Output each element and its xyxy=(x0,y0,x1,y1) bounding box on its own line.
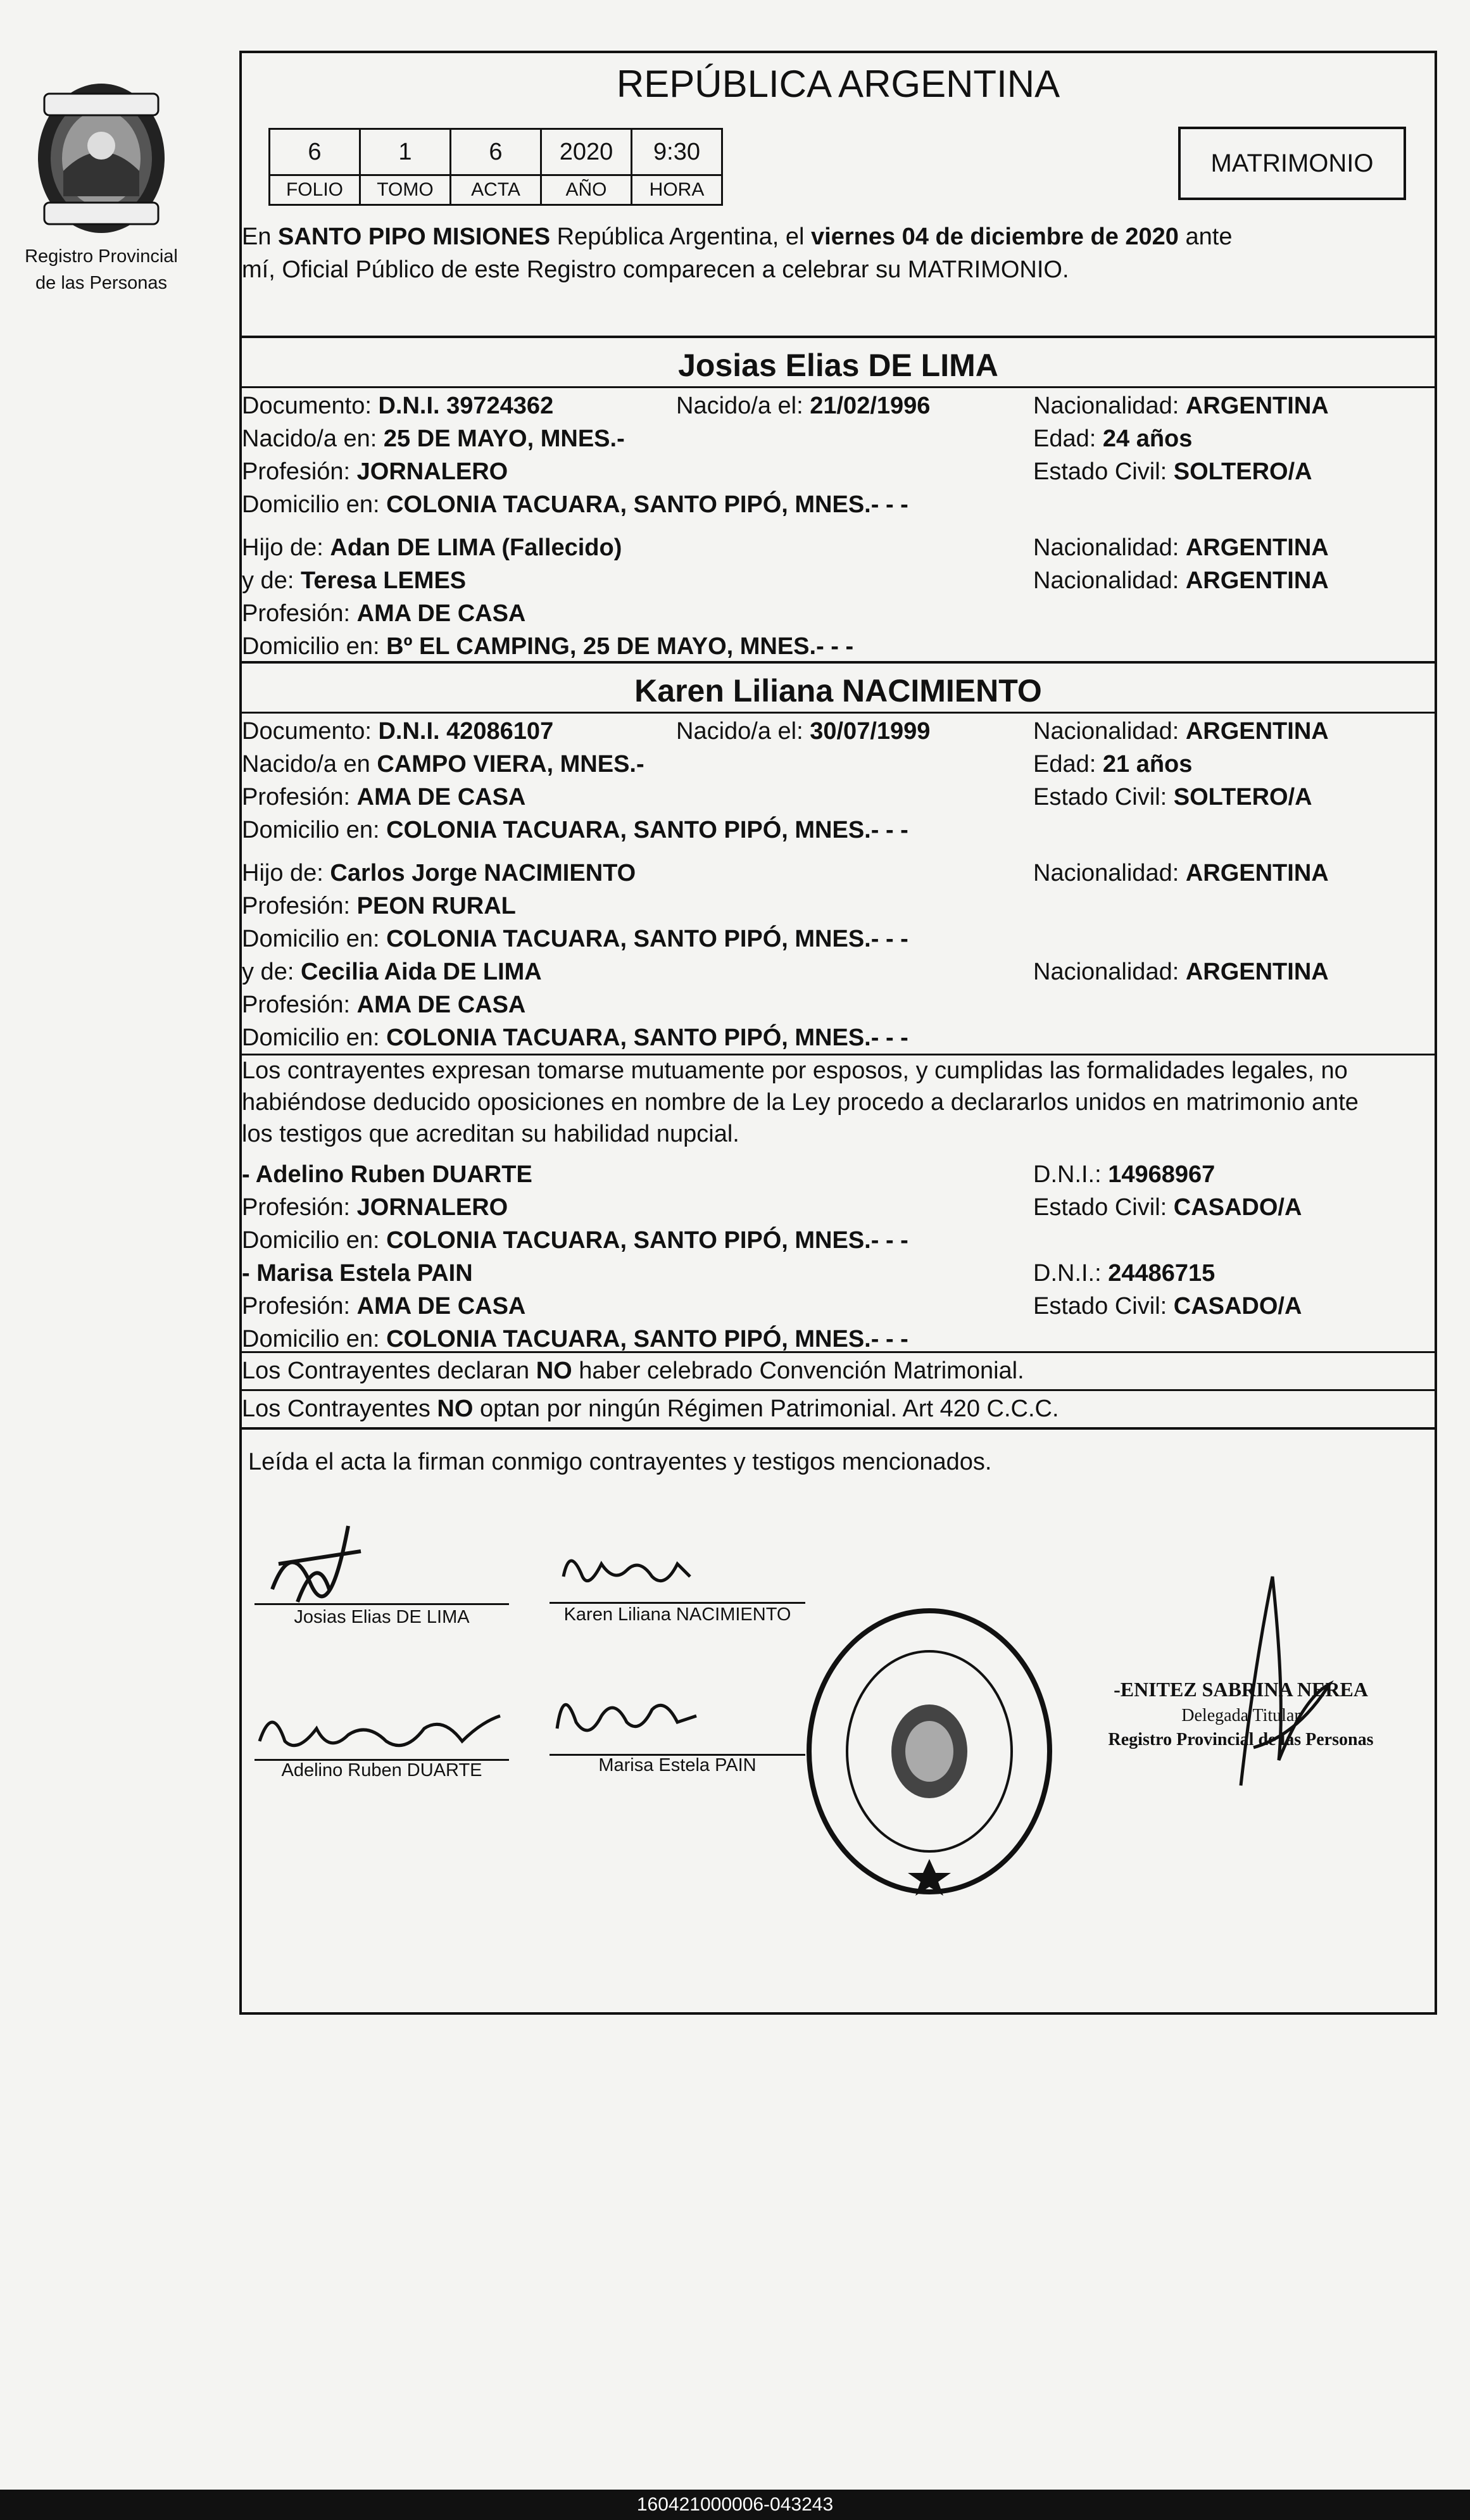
spouse1-father: Hijo de: Adan DE LIMA (Fallecido) xyxy=(242,534,622,561)
spouse2-father-nationality: Nacionalidad: ARGENTINA xyxy=(1033,860,1329,886)
witness1-name: - Adelino Ruben DUARTE xyxy=(242,1161,532,1188)
acta-value: 6 xyxy=(451,129,541,175)
spouse2-birthplace: Nacido/a en CAMPO VIERA, MNES.- xyxy=(242,751,644,778)
spouse1-parents-address: Domicilio en: Bº EL CAMPING, 25 DE MAYO, MNES.- - - xyxy=(242,633,854,660)
spouse2-birthdate: Nacido/a el: 30/07/1999 xyxy=(676,718,931,745)
witness2-address: Domicilio en: COLONIA TACUARA, SANTO PIPÓ, MNES.- - - xyxy=(242,1326,908,1352)
spouse2-age: Edad: 21 años xyxy=(1033,751,1193,778)
declaration-line: Los contrayentes expresan tomarse mutuamente por esposos, y cumplidas las formalidades legales, no xyxy=(242,1057,1348,1084)
spouse2-mother: y de: Cecilia Aida DE LIMA xyxy=(242,959,542,985)
spouse1-address: Domicilio en: COLONIA TACUARA, SANTO PIPÓ, MNES.- - - xyxy=(242,491,908,518)
spouse1-document: Documento: D.N.I. 39724362 xyxy=(242,393,554,419)
spouse1-nationality: Nacionalidad: ARGENTINA xyxy=(1033,393,1329,419)
act-type: MATRIMONIO xyxy=(1210,149,1374,177)
declaration-line: habiéndose deducido oposiciones en nombre de la Ley procedo a declararlos unidos en matrimonio ante xyxy=(242,1089,1359,1116)
spouse2-father: Hijo de: Carlos Jorge NACIMIENTO xyxy=(242,860,636,886)
spouse1-mother: y de: Teresa LEMES xyxy=(242,567,467,594)
convention-line-1: Los Contrayentes declaran NO haber celebrado Convención Matrimonial. xyxy=(242,1358,1024,1384)
signature-line xyxy=(550,1602,805,1604)
spouse2-address: Domicilio en: COLONIA TACUARA, SANTO PIPÓ, MNES.- - - xyxy=(242,817,908,843)
province-seal-icon xyxy=(32,76,171,241)
anio-label: AÑO xyxy=(541,175,632,205)
divider xyxy=(239,1389,1437,1391)
record-table xyxy=(268,128,723,206)
tomo-value: 1 xyxy=(360,129,451,175)
folio-label: FOLIO xyxy=(270,175,360,205)
signature-caption-marisa: Marisa Estela PAIN xyxy=(598,1755,757,1775)
intro-paragraph xyxy=(242,220,1432,286)
spouse2-name: Karen Liliana NACIMIENTO xyxy=(634,673,1042,709)
intro-text: mí, Oficial Público de este Registro comparecen a celebrar su MATRIMONIO. xyxy=(242,256,1069,283)
convention-line-2: Los Contrayentes NO optan por ningún Régimen Patrimonial. Art 420 C.C.C. xyxy=(242,1395,1059,1422)
intro-text: República Argentina, el xyxy=(550,224,812,250)
spouse1-name: Josias Elias DE LIMA xyxy=(678,348,998,383)
witness1-dni: D.N.I.: 14968967 xyxy=(1033,1161,1216,1188)
signature-josias-icon xyxy=(253,1513,380,1608)
official-organization: Registro Provincial de las Personas xyxy=(1108,1730,1374,1749)
spouse2-mother-nationality: Nacionalidad: ARGENTINA xyxy=(1033,959,1329,985)
spouse1-civil-status: Estado Civil: SOLTERO/A xyxy=(1033,458,1312,485)
spouse2-mother-profession: Profesión: AMA DE CASA xyxy=(242,992,526,1018)
intro-date: viernes 04 de diciembre de 2020 xyxy=(811,224,1179,250)
signature-karen-icon xyxy=(551,1539,715,1602)
spouse1-father-nationality: Nacionalidad: ARGENTINA xyxy=(1033,534,1329,561)
spouse1-birthdate: Nacido/a el: 21/02/1996 xyxy=(676,393,931,419)
spouse1-age: Edad: 24 años xyxy=(1033,425,1193,452)
divider xyxy=(239,661,1437,664)
official-name: -ENITEZ SABRINA NEREA xyxy=(1114,1678,1368,1701)
spouse1-birthplace: Nacido/a en: 25 DE MAYO, MNES.- xyxy=(242,425,625,452)
hora-value: 9:30 xyxy=(632,129,722,175)
closing-statement: Leída el acta la firman conmigo contrayentes y testigos mencionados. xyxy=(248,1449,992,1475)
witness1-address: Domicilio en: COLONIA TACUARA, SANTO PIPÓ, MNES.- - - xyxy=(242,1227,908,1254)
witness2-civil-status: Estado Civil: CASADO/A xyxy=(1033,1293,1302,1320)
witness1-civil-status: Estado Civil: CASADO/A xyxy=(1033,1194,1302,1221)
logo-caption-2: de las Personas xyxy=(35,273,167,293)
signature-caption-adelino: Adelino Ruben DUARTE xyxy=(281,1760,482,1780)
signature-marisa-icon xyxy=(544,1678,709,1754)
document-code: 160421000006-043243 xyxy=(636,2494,834,2515)
divider xyxy=(239,336,1437,338)
signature-caption-josias: Josias Elias DE LIMA xyxy=(294,1607,470,1627)
intro-text: ante xyxy=(1178,224,1233,250)
witness1-profession: Profesión: JORNALERO xyxy=(242,1194,508,1221)
divider xyxy=(239,1351,1437,1353)
hora-label: HORA xyxy=(632,175,722,205)
divider xyxy=(239,712,1437,714)
intro-place: SANTO PIPO MISIONES xyxy=(278,224,551,250)
anio-value: 2020 xyxy=(541,129,632,175)
registry-logo xyxy=(19,76,184,294)
logo-caption-1: Registro Provincial xyxy=(25,246,178,267)
spouse2-nationality: Nacionalidad: ARGENTINA xyxy=(1033,718,1329,745)
divider xyxy=(239,386,1437,388)
official-role: Delegada Titular xyxy=(1181,1706,1300,1725)
signature-adelino-icon xyxy=(247,1697,513,1767)
document-code-bar xyxy=(0,2490,1470,2520)
signature-caption-karen: Karen Liliana NACIMIENTO xyxy=(563,1604,791,1625)
spouse2-mother-address: Domicilio en: COLONIA TACUARA, SANTO PIPÓ, MNES.- - - xyxy=(242,1024,908,1051)
divider xyxy=(239,1427,1437,1430)
spouse1-mother-profession: Profesión: AMA DE CASA xyxy=(242,600,526,627)
spouse2-profession: Profesión: AMA DE CASA xyxy=(242,784,526,810)
spouse1-mother-nationality: Nacionalidad: ARGENTINA xyxy=(1033,567,1329,594)
spouse2-father-address: Domicilio en: COLONIA TACUARA, SANTO PIPÓ, MNES.- - - xyxy=(242,926,908,952)
witness2-profession: Profesión: AMA DE CASA xyxy=(242,1293,526,1320)
intro-text: En xyxy=(242,224,279,250)
official-stamp-icon xyxy=(803,1606,1056,1897)
signature-line xyxy=(254,1603,509,1605)
spouse2-father-profession: Profesión: PEON RURAL xyxy=(242,893,516,919)
declaration-line: los testigos que acreditan su habilidad nupcial. xyxy=(242,1121,739,1147)
witness2-dni: D.N.I.: 24486715 xyxy=(1033,1260,1216,1287)
page-title: REPÚBLICA ARGENTINA xyxy=(616,63,1060,105)
tomo-label: TOMO xyxy=(360,175,451,205)
spouse2-civil-status: Estado Civil: SOLTERO/A xyxy=(1033,784,1312,810)
folio-value: 6 xyxy=(270,129,360,175)
declaration-paragraph xyxy=(242,1055,1432,1150)
acta-label: ACTA xyxy=(451,175,541,205)
act-type-box xyxy=(1178,127,1406,200)
witness2-name: - Marisa Estela PAIN xyxy=(242,1260,473,1287)
spouse1-profession: Profesión: JORNALERO xyxy=(242,458,508,485)
spouse2-document: Documento: D.N.I. 42086107 xyxy=(242,718,554,745)
